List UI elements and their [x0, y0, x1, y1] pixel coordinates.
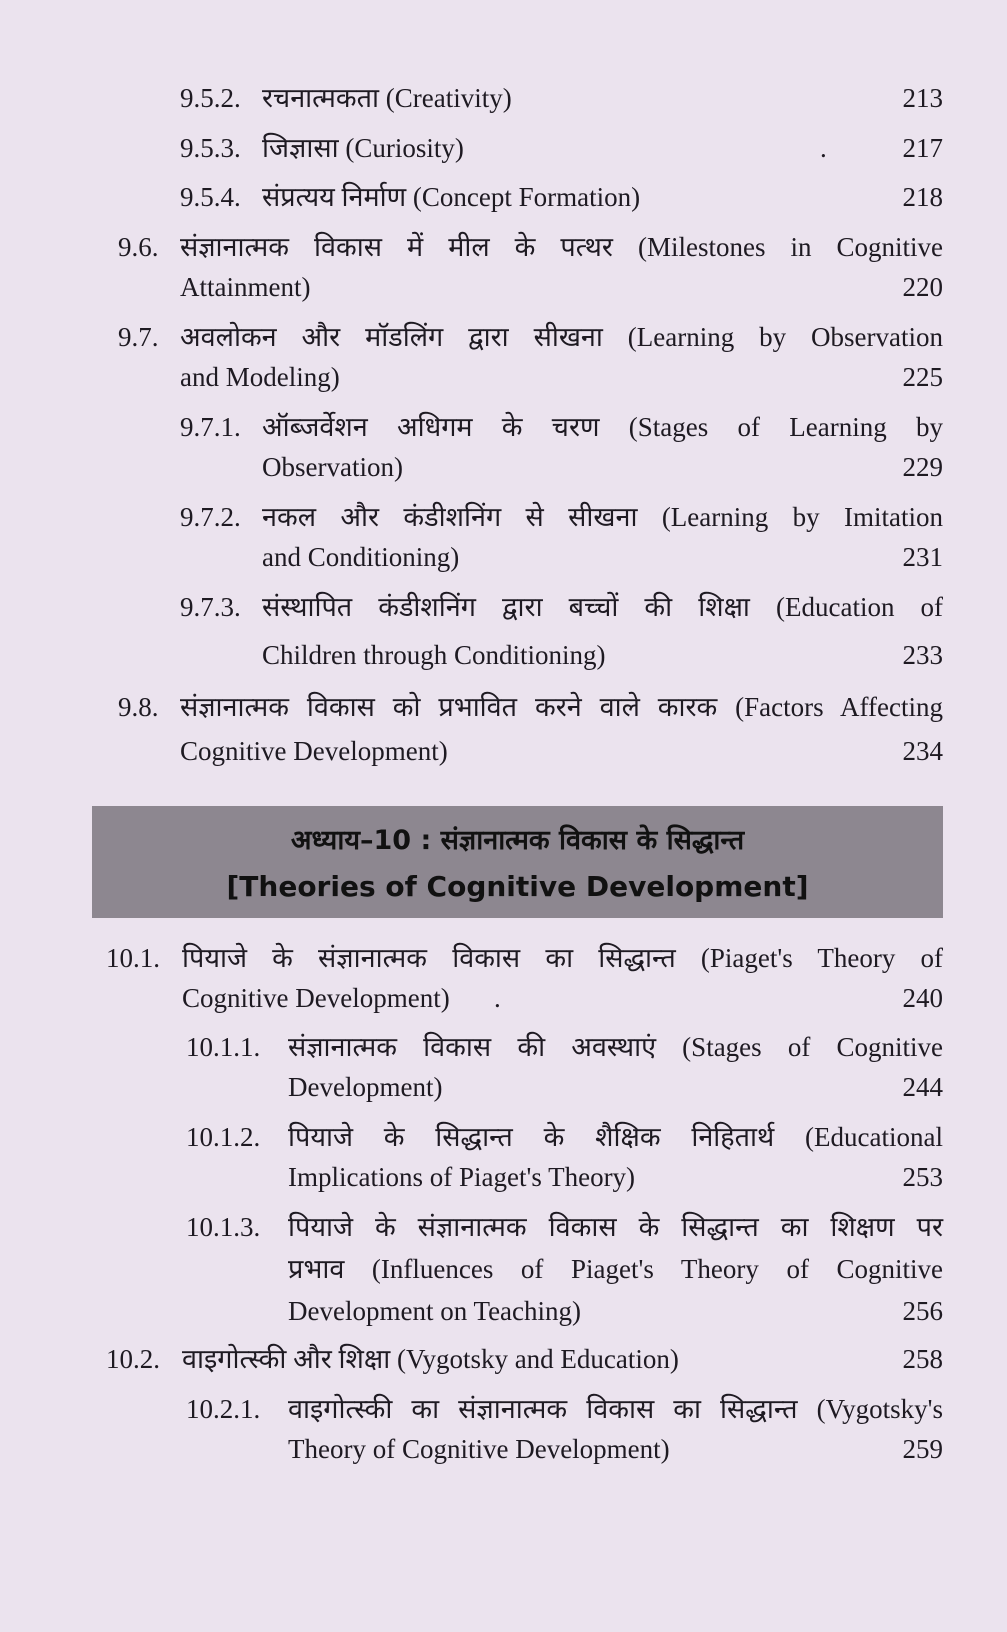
entry-title-line-2: Cognitive Development)	[182, 983, 450, 1013]
entry-title-line-2: प्रभाव (Influences of Piaget's Theory of Cognitive	[288, 1254, 943, 1284]
entry-number: 10.1.	[106, 943, 160, 973]
entry-title-line-1: पियाजे के सिद्धान्त के शैक्षिक निहितार्थ (Educational	[288, 1122, 943, 1152]
toc-entry	[180, 497, 943, 579]
toc-entry	[118, 227, 943, 309]
entry-title: जिज्ञासा (Curiosity)	[262, 133, 464, 163]
entry-title-line-1: संज्ञानात्मक विकास की अवस्थाएं (Stages of Cognitive	[288, 1032, 943, 1062]
entry-page: 240	[902, 983, 943, 1013]
toc-entry	[180, 587, 943, 679]
entry-number: 10.2.	[106, 1344, 160, 1374]
entry-title-line-2: Cognitive Development)	[180, 736, 448, 766]
chapter-heading	[92, 806, 943, 918]
chapter-title-hindi: अध्याय–10 : संज्ञानात्मक विकास के सिद्धान्त	[290, 825, 745, 856]
entry-title-line-1: वाइगोत्स्की का संज्ञानात्मक विकास का सिद्धान्त (Vygotsky's	[288, 1394, 943, 1424]
entry-page: 225	[902, 362, 943, 392]
entry-title-line-2: Implications of Piaget's Theory)	[288, 1162, 636, 1192]
stray-dot: .	[494, 983, 501, 1013]
toc-entry	[186, 1389, 943, 1471]
entry-title-line-1: संज्ञानात्मक विकास को प्रभावित करने वाले कारक (Factors Affecting	[180, 692, 943, 722]
entry-title-line-2: Development)	[288, 1072, 443, 1102]
entry-title-line-2: Children through Conditioning)	[262, 640, 606, 670]
entry-number: 9.8.	[118, 692, 159, 722]
toc-entry	[186, 1117, 943, 1199]
entry-page: 233	[902, 640, 943, 670]
toc-entry	[180, 128, 943, 168]
toc-entry	[118, 687, 943, 777]
entry-page: 220	[902, 272, 943, 302]
toc-entry	[106, 938, 943, 1020]
entry-title: रचनात्मकता (Creativity)	[262, 83, 512, 113]
entry-title: वाइगोत्स्की और शिक्षा (Vygotsky and Education)	[182, 1344, 679, 1374]
toc-entry	[180, 177, 943, 217]
entry-page: 256	[902, 1296, 943, 1326]
entry-title-line-1: अवलोकन और मॉडलिंग द्वारा सीखना (Learning by Observation	[180, 322, 943, 352]
entry-number: 9.7.3.	[180, 592, 241, 622]
entry-number: 9.7.1.	[180, 412, 241, 442]
entry-number: 10.2.1.	[186, 1394, 261, 1424]
entry-title-line-1: नकल और कंडीशनिंग से सीखना (Learning by Imitation	[262, 502, 943, 532]
chapter-title-english: [Theories of Cognitive Development]	[226, 870, 809, 903]
entry-title-line-3: Development on Teaching)	[288, 1296, 582, 1326]
entry-title-line-2: Observation)	[262, 452, 403, 482]
entry-number: 9.5.3.	[180, 133, 241, 163]
entry-number: 10.1.2.	[186, 1122, 261, 1152]
entry-number: 10.1.1.	[186, 1032, 261, 1062]
entry-page: 213	[902, 83, 943, 113]
entry-number: 9.5.4.	[180, 182, 241, 212]
entry-page: 253	[902, 1162, 943, 1192]
toc-entry	[186, 1027, 943, 1109]
entry-title-line-1: पियाजे के संज्ञानात्मक विकास का सिद्धान्त (Piaget's Theory of	[182, 943, 943, 973]
entry-page: 258	[902, 1344, 943, 1374]
entry-number: 9.5.2.	[180, 83, 241, 113]
entry-page: 217	[902, 133, 943, 163]
entry-number: 9.7.2.	[180, 502, 241, 532]
entry-title-line-1: संस्थापित कंडीशनिंग द्वारा बच्चों की शिक्षा (Education of	[262, 592, 943, 622]
toc-entry	[180, 78, 943, 118]
entry-title-line-2: Theory of Cognitive Development)	[288, 1434, 670, 1464]
toc-entry	[118, 317, 943, 399]
toc-entry	[186, 1207, 943, 1331]
toc-entry	[106, 1339, 943, 1379]
entry-page: 244	[902, 1072, 943, 1102]
entry-page: 218	[902, 182, 943, 212]
entry-title-line-2: Attainment)	[180, 272, 311, 302]
entry-title-line-1: पियाजे के संज्ञानात्मक विकास के सिद्धान्त का शिक्षण पर	[288, 1212, 943, 1242]
entry-page: 259	[902, 1434, 943, 1464]
toc-entry	[180, 407, 943, 489]
entry-title-line-2: and Conditioning)	[262, 542, 460, 572]
entry-title-line-1: संज्ञानात्मक विकास में मील के पत्थर (Milestones in Cognitive	[180, 232, 943, 262]
entry-title: संप्रत्यय निर्माण (Concept Formation)	[262, 182, 641, 212]
stray-dot: .	[820, 133, 827, 163]
entry-title-line-1: ऑब्जर्वेशन अधिगम के चरण (Stages of Learning by	[262, 412, 943, 442]
entry-number: 10.1.3.	[186, 1212, 261, 1242]
entry-number: 9.6.	[118, 232, 159, 262]
entry-title-line-2: and Modeling)	[180, 362, 340, 392]
entry-page: 229	[902, 452, 943, 482]
entry-number: 9.7.	[118, 322, 159, 352]
entry-page: 231	[902, 542, 943, 572]
entry-page: 234	[902, 736, 943, 766]
